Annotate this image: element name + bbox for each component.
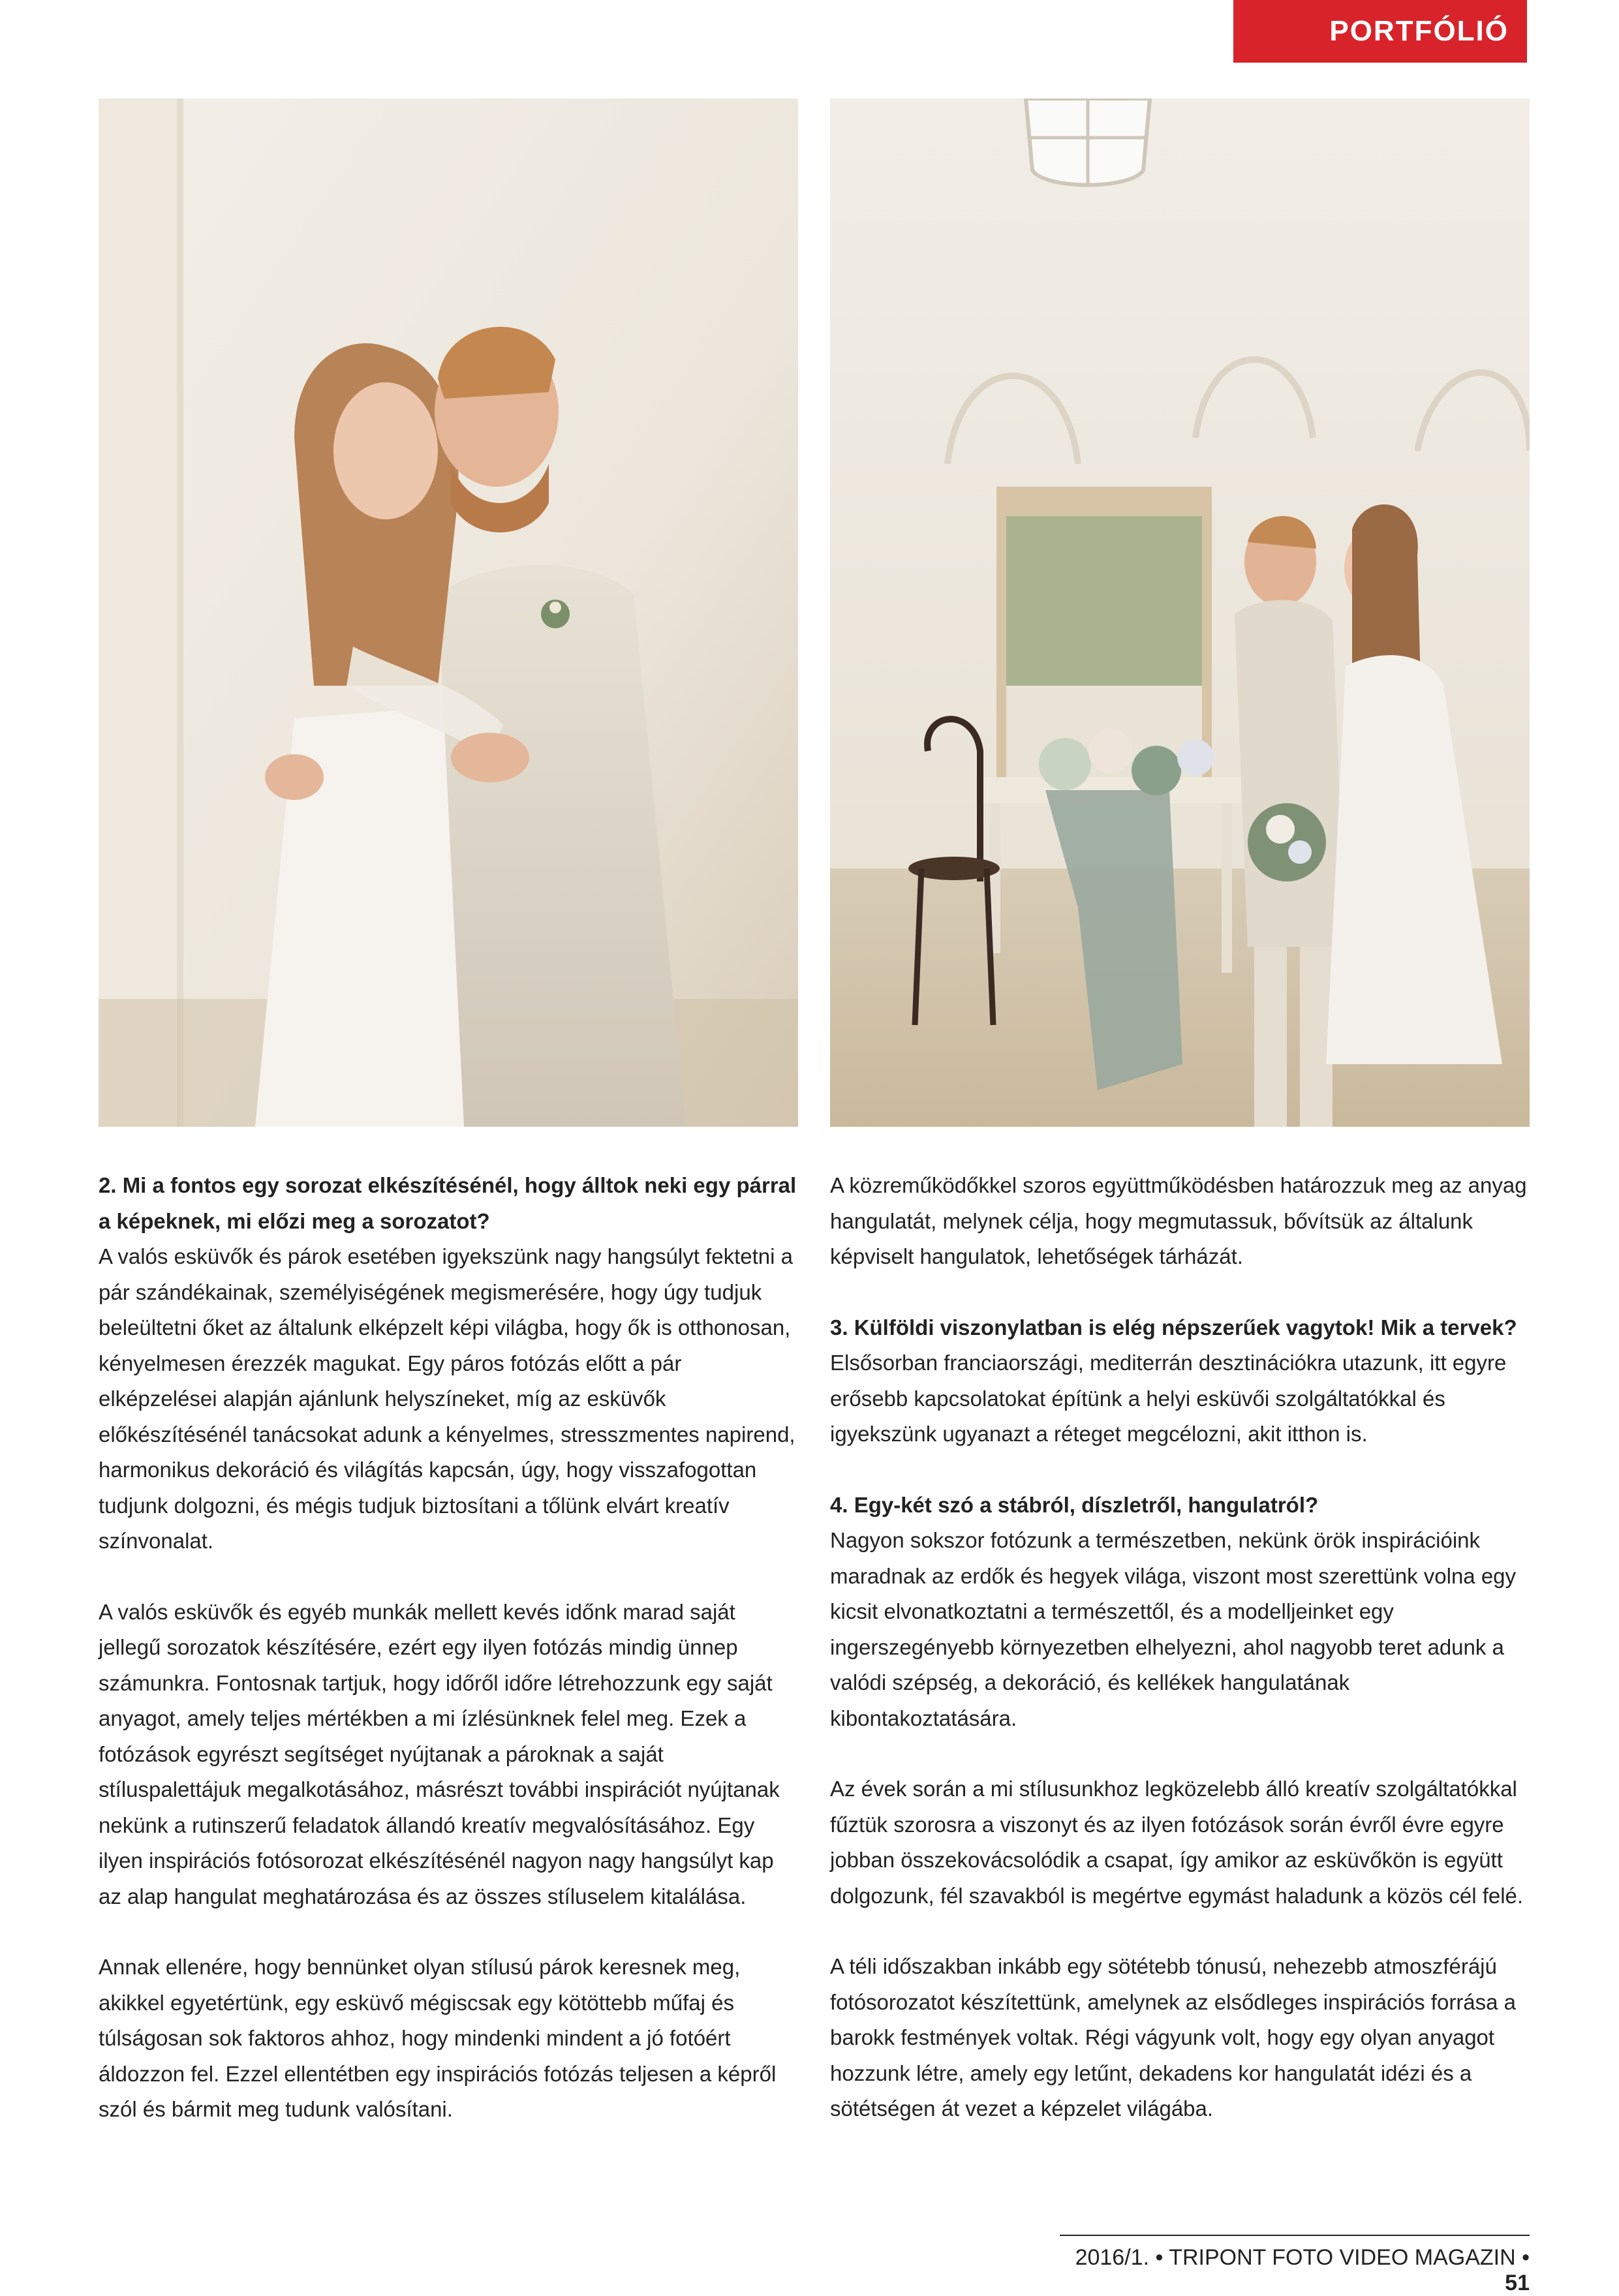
- page-number: 51: [1505, 2271, 1530, 2295]
- section-label: PORTFÓLIÓ: [1329, 15, 1509, 47]
- article-column-right: [830, 1168, 1530, 2162]
- page-footer: [1060, 2235, 1530, 2296]
- q2-title: 2. Mi a fontos egy sorozat elkészítésénél, hogy álltok neki egy párral a képeknek, mi előzi meg a sorozatot?: [99, 1173, 797, 1233]
- q4-paragraph-2: Az évek során a mi stílusunkhoz legközelebb álló kreatív szolgáltatókkal fűztük szorosra a viszonyt és az ilyen fotózások során évről évre egyre jobban összekovácsolódik a csapat, így amikor az esküvőkön is együtt dolgozunk, fél szavakból is megértve egymást haladunk a közös cél felé.: [830, 1777, 1524, 1908]
- section-tab: [1233, 0, 1527, 63]
- photo-couple-embrace: [99, 99, 798, 1127]
- footer-issue: 2016/1. • TRIPONT FOTO VIDEO MAGAZIN •: [1075, 2245, 1530, 2270]
- q2-paragraph-1: A valós esküvők és párok esetében igyekszünk nagy hangsúlyt fektetni a pár szándékainak, személyiségének megismerésére, hogy úgy tudjuk beleültetni őket az általunk elképzelt képi világba, hogy ők is otthonosan, kényelmesen érezzék magukat. Egy páros fotózás előtt a pár elképzelései alapján ajánlunk helyszíneket, míg az esküvők előkészítésénél tanácsokat adunk a kényelmes, stresszmentes napirend, harmonikus dekoráció és világítás kapcsán, úgy, hogy visszafogottan tudjunk dolgozni, és mégis tudjuk biztosítani a tőlünk elvárt kreatív színvonalat.: [99, 1244, 795, 1553]
- q2-block: [99, 1168, 798, 1559]
- q4-block: [830, 1488, 1530, 1737]
- q2-paragraph-4: A közreműködőkkel szoros együttműködésben határozzuk meg az anyag hangulatát, melynek célja, hogy megmutassuk, bővítsük az általunk képviselt hangulatok, lehetőségek tárházát.: [830, 1173, 1527, 1268]
- q2-paragraph-2: A valós esküvők és egyéb munkák mellett kevés időnk marad saját jellegű sorozatok készítésére, ezért egy ilyen fotózás mindig ünnep számunkra. Fontosnak tartjuk, hogy időről időre létrehozzunk egy saját anyagot, amely teljes mértékben a mi ízlésünknek felel meg. Ezek a fotózások egyrészt segítséget nyújtanak a pároknak a saját stíluspalettájuk megalkotásához, másrészt további inspirációt nyújtanak nekünk a rutinszerű feladatok állandó kreatív megvalósításához. Egy ilyen inspirációs fotósorozat elkészítésénél nagyon nagy hangsúlyt kap az alap hangulat meghatározása és az összes stíluselem kitalálása.: [99, 1599, 780, 1908]
- q4-paragraph-1: Nagyon sokszor fotózunk a természetben, nekünk örök inspirációink maradnak az erdők és hegyek világa, viszont most szerettünk volna egy kicsit elvonatkoztatni a természettől, és a modelljeinket egy ingerszegényebb környezetben elhelyezni, ahol nagyobb teret adunk a valódi szépség, a dekoráció, és kellékek hangulatának kibontakoztatására.: [830, 1528, 1517, 1730]
- q3-block: [830, 1310, 1530, 1452]
- q3-title: 3. Külföldi viszonylatban is elég népszerűek vagytok! Mik a tervek?: [830, 1315, 1517, 1339]
- article-column-left: [99, 1168, 798, 2163]
- photo-couple-table: [830, 99, 1530, 1127]
- q4-paragraph-3: A téli időszakban inkább egy sötétebb tónusú, nehezebb atmoszférájú fotósorozatot készítettünk, amelynek az elsődleges inspirációs forrása a barokk festmények voltak. Régi vágyunk volt, hogy egy olyan anyagot hozzunk létre, amely egy letűnt, dekadens kor hangulatát idézi és a sötétségen át vezet a képzelet világába.: [830, 1954, 1517, 2120]
- q2-paragraph-3: Annak ellenére, hogy bennünket olyan stílusú párok keresnek meg, akikkel egyetértünk, egy esküvő mégiscsak egy kötöttebb műfaj és túlságosan sok faktoros ahhoz, hogy mindenki mindent a jó fotóért áldozzon fel. Ezzel ellentétben egy inspirációs fotózás teljesen a képről szól és bármit meg tudunk valósítani.: [99, 1955, 777, 2121]
- q3-paragraph-1: Elsősorban franciaországi, mediterrán desztinációkra utazunk, itt egyre erősebb kapcsolatokat építünk a helyi esküvői szolgáltatókkal és igyekszünk ugyanazt a réteget megcélozni, akit itthon is.: [830, 1351, 1507, 1446]
- q4-title: 4. Egy-két szó a stábról, díszletről, hangulatról?: [830, 1492, 1319, 1517]
